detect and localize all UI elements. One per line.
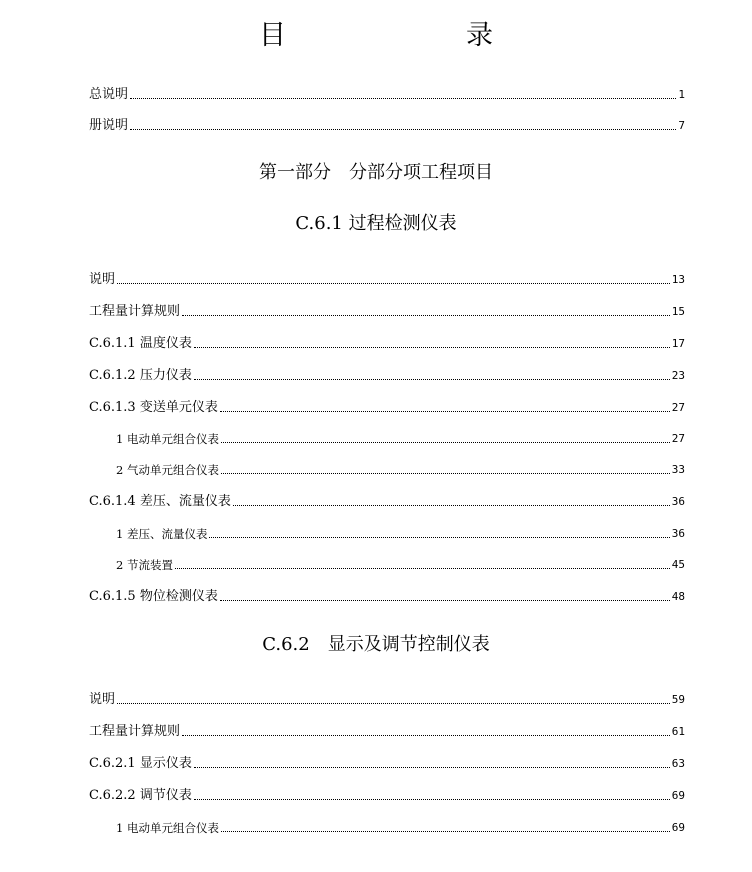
toc-subentry <box>116 554 685 574</box>
toc-entry-page: 15 <box>671 305 685 318</box>
dot-leader <box>194 378 670 380</box>
toc-entry-page: 1 <box>678 88 685 101</box>
toc-entry-page: 45 <box>671 558 685 571</box>
toc-entry-page: 27 <box>671 401 685 414</box>
toc-entry-label: 1 电动单元组合仪表 <box>116 821 219 835</box>
dot-leader <box>117 702 670 704</box>
dot-leader <box>220 410 670 412</box>
toc-entry <box>89 785 685 805</box>
section-heading-c62: C.6.2 显示及调节控制仪表 <box>262 634 490 655</box>
dot-leader <box>221 472 670 474</box>
toc-entry-general-notes <box>89 84 685 104</box>
section-heading-c61: C.6.1 过程检测仪表 <box>295 213 457 234</box>
toc-entry-label: 工程量计算规则 <box>89 724 181 739</box>
toc-entry <box>89 333 685 353</box>
toc-entry-page: 36 <box>671 495 685 508</box>
toc-subentry <box>116 523 685 543</box>
toc-entry <box>89 586 685 606</box>
toc-entry <box>89 365 685 385</box>
dot-leader <box>117 282 670 284</box>
toc-entry-page: 13 <box>671 273 685 286</box>
toc-entry-label: 1 差压、流量仪表 <box>116 527 208 541</box>
dot-leader <box>130 97 676 99</box>
dot-leader <box>175 567 670 569</box>
toc-subentry <box>116 459 685 479</box>
toc-entry-label: C.6.1.1 温度仪表 <box>89 336 192 351</box>
toc-entry-label: 说明 <box>89 692 116 707</box>
toc-entry-page: 7 <box>678 119 685 132</box>
toc-entry <box>89 491 685 511</box>
toc-entry-page: 59 <box>671 693 685 706</box>
toc-entry-label: C.6.2.2 调节仪表 <box>89 788 192 803</box>
toc-entry-label: C.6.1.2 压力仪表 <box>89 368 192 383</box>
dot-leader <box>209 536 669 538</box>
toc-entry-page: 17 <box>671 337 685 350</box>
toc-entry-page: 69 <box>671 789 685 802</box>
toc-title: 目 录 <box>259 20 535 51</box>
dot-leader <box>221 830 670 832</box>
toc-entry-page: 48 <box>671 590 685 603</box>
toc-entry-label: 册说明 <box>89 118 129 133</box>
toc-entry-page: 36 <box>671 527 685 540</box>
dot-leader <box>182 314 670 316</box>
toc-entry-label: C.6.1.3 变送单元仪表 <box>89 400 218 415</box>
toc-entry-label: 2 节流装置 <box>116 558 173 572</box>
toc-entry <box>89 269 685 289</box>
toc-entry-volume-notes <box>89 115 685 135</box>
dot-leader <box>182 734 670 736</box>
toc-subentry <box>116 817 685 837</box>
toc-entry-page: 27 <box>671 432 685 445</box>
toc-entry <box>89 397 685 417</box>
dot-leader <box>194 346 670 348</box>
toc-entry-label: C.6.1.5 物位检测仪表 <box>89 589 218 604</box>
toc-entry-page: 23 <box>671 369 685 382</box>
toc-entry-page: 33 <box>671 463 685 476</box>
toc-entry-page: 69 <box>671 821 685 834</box>
toc-entry-label: 说明 <box>89 272 116 287</box>
toc-entry-label: 1 电动单元组合仪表 <box>116 432 219 446</box>
dot-leader <box>233 504 670 506</box>
dot-leader <box>130 128 676 130</box>
toc-entry-label: C.6.1.4 差压、流量仪表 <box>89 494 231 509</box>
part-heading: 第一部分 分部分项工程项目 <box>259 162 493 183</box>
dot-leader <box>194 766 670 768</box>
toc-entry-page: 63 <box>671 757 685 770</box>
toc-entry-label: 总说明 <box>89 87 129 102</box>
toc-entry-label: C.6.2.1 显示仪表 <box>89 756 192 771</box>
toc-entry <box>89 689 685 709</box>
dot-leader <box>194 798 670 800</box>
toc-subentry <box>116 428 685 448</box>
toc-entry-page: 61 <box>671 725 685 738</box>
dot-leader <box>221 441 670 443</box>
toc-entry <box>89 301 685 321</box>
dot-leader <box>220 599 670 601</box>
toc-entry <box>89 753 685 773</box>
toc-entry-label: 工程量计算规则 <box>89 304 181 319</box>
toc-entry-label: 2 气动单元组合仪表 <box>116 463 219 477</box>
toc-entry <box>89 721 685 741</box>
